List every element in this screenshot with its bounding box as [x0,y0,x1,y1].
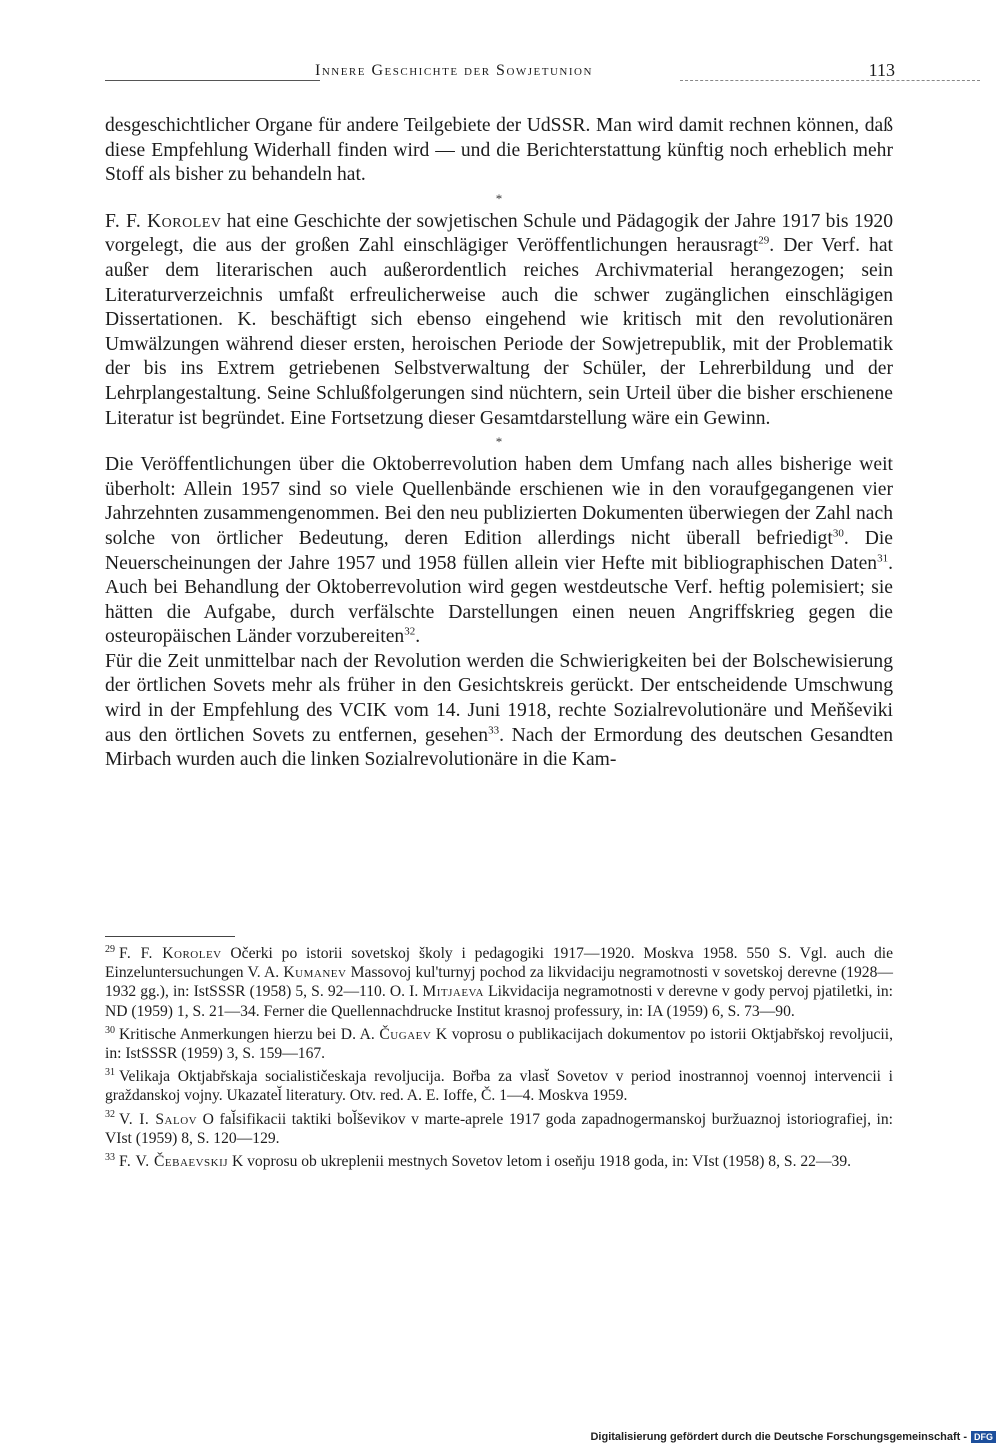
paragraph [105,650,893,773]
funding-text: Digitalisierung gefördert durch die Deutsche Forschungsgemeinschaft - [590,1431,967,1443]
footnote-text: K voprosu ob ukreplenii mestnych Sovetov letom i osen̆ju 1918 goda, in: VIst (1958) 8, S. 22—39. [228,1153,852,1171]
paragraph-text: . Der Verf. hat außer dem literarischen auch außerordentlich reiches Archivmaterial herangezogen; sein Literaturverzeichnis umfaßt erfreulicherweise auch die schwer zugänglichen einschlägigen Dissertationen. K. beschäftigt sich ebenso eingehend wie kritisch mit den revolutionären Umwälzungen während dieser ersten, heroischen Periode der Sowjetrepublik, mit der Problematik der bis ins Extrem getriebenen Selbstverwaltung der Schüler, der Lehrerbildung und der Lehrplangestaltung. Seine Schlußfolgerungen sind nüchtern, sein Urteil über die bisher erschienene Literatur ist begründet. Eine Fortsetzung dieser Gesamtdarstellung wäre ein Gewinn. [105,235,893,429]
running-header [105,58,895,84]
paragraph-text: Die Veröffentlichungen über die Oktoberrevolution haben dem Umfang nach alles bisherige weit überholt: Allein 1957 sind so viele Quellenbände erschienen wie in den voraufgegangenen vier Jahrzehnten zusammengenommen. Bei den neu publizierten Dokumenten überwiegen der Zahl nach solche von örtlicher Bedeutung, deren Edition allerdings nicht überall befriedigt [105,454,893,549]
paragraph-text: desgeschichtlicher Organe für andere Teilgebiete der UdSSR. Man wird damit rechnen können, daß diese Empfehlung Widerhall finden wird — und die Berichterstattung künftig noch erheblich mehr Stoff als bisher zu behandeln hat. [105,115,893,186]
paragraph [105,210,893,431]
author-name: Mitjaeva [422,983,485,1001]
paragraph [105,453,893,650]
author-name: V. I. Salov [119,1110,198,1128]
paragraph-text: . Auch bei Behandlung der Oktoberrevolution wird gegen westdeutsche Verf. heftig polemisiert; sie hätten die Aufgabe, durch verfälschte Darstellungen einen neuen Angriffskrieg gegen die osteuropäischen Länder vorzubereiten [105,552,893,648]
footnote [105,1110,893,1148]
paragraph-text: . Nach der Ermordung des deutschen Gesandten Mirbach wurden auch die linken Sozialrevolutionäre in die Kam- [105,724,894,771]
footnote-ref: 29 [758,234,770,247]
body-text [105,114,893,773]
author-name: F. F. Korolev [119,945,222,962]
header-rule [680,80,980,81]
dfg-logo: DFG [971,1431,996,1443]
footnote-ref: 30 [832,527,844,540]
footnote-number: 29 [105,943,115,955]
paragraph-text: . [415,626,421,648]
paragraph-text: Für die Zeit unmittelbar nach der Revolution werden die Schwierigkeiten bei der Bolschewisierung der örtlichen Sovets mehr als früher in den Gesichtskreis gerückt. Der entscheidende Umschwung wird in der Empfehlung des VCIK vom 14. Juni 1918, rechte Sozialrevolutionäre und Men̆ševiki aus den örtlichen Sovets zu entfernen, gesehen [105,650,893,746]
page-number: 113 [868,60,895,80]
author-name: F. F. Korolev [105,210,222,232]
footnote-text: Očerki po istorii sovetskoj školy i pedagogiki 1917—1920. Moskva 1958. 550 S. Vgl. auch die Einzeluntersuchungen V. A. [105,945,893,982]
section-separator: * [495,190,503,206]
funding-note [590,1431,996,1443]
footnote-number: 30 [105,1024,115,1036]
footnote-ref: 31 [877,551,889,564]
header-rule [105,80,320,81]
paragraph [105,114,893,188]
footnote-rule [105,936,235,937]
footnote [105,1067,893,1105]
footnote-number: 31 [105,1067,115,1079]
section-separator: * [495,434,503,450]
footnote-number: 33 [105,1151,115,1163]
paragraph-text: . Die Neuerscheinungen der Jahre 1957 und 1958 füllen allein vier Hefte mit bibliographischen Daten [105,527,893,574]
footnote-text: O fal̆sifikacii taktiki bol̆ševikov v marte-aprele 1917 goda zapadnogermanskoj buržuaznoj istoriografiej, in: VIst (1959) 8, S. 120—129. [105,1110,894,1147]
footnote [105,1152,893,1171]
footnote-ref: 33 [488,724,500,737]
footnote-number: 32 [105,1109,115,1121]
footnote-ref: 32 [404,625,416,638]
footnote [105,944,893,1021]
footnote-text: Kritische Anmerkungen hierzu bei D. A. [119,1025,380,1043]
running-title: Innere Geschichte der Sowjetunion [315,62,593,79]
footnote-text: K voprosu o publikacijach dokumentov po istorii Oktjabr̆skoj revoljucii, in: IstSSSR (1959) 3, S. 159—167. [105,1025,893,1063]
footnote-text: Massovoj kul'turnyj pochod za likvidaciju negramotnosti v sovetskoj derevne (1928—1932 gg.), in: IstSSSR (1958) 5, S. 92—110. O. I. [105,964,893,1001]
footnotes [105,944,893,1175]
author-name: Kumanev [283,964,347,982]
paragraph-text: hat eine Geschichte der sowjetischen Schule und Pädagogik der Jahre 1917 bis 1920 vorgelegt, die aus der großen Zahl einschlägiger Veröffentlichungen herausragt [105,210,894,257]
author-name: Čugaev [379,1025,432,1043]
footnote [105,1025,893,1063]
author-name: F. V. Čebaevskij [119,1153,229,1171]
footnote-text: Likvidacija negramotnosti v derevne v gody pervoj pjatiletki, in: ND (1959) 1, S. 21—34. Ferner die Quellennachdrucke Institut krasnoj professury, in: IA (1959) 6, S. 73—90. [105,983,893,1020]
footnote-text: Velikaja Oktjabr̆skaja socialističeskaja revoljucija. Bor̆ba za vlast̆ Sovetov v period inostrannoj voennoj intervencii i graždanskoj vojny. Ukazatel̆ literatury. Otv. red. A. E. Ioffe, Č. 1—4. Moskva 1959. [105,1068,893,1105]
